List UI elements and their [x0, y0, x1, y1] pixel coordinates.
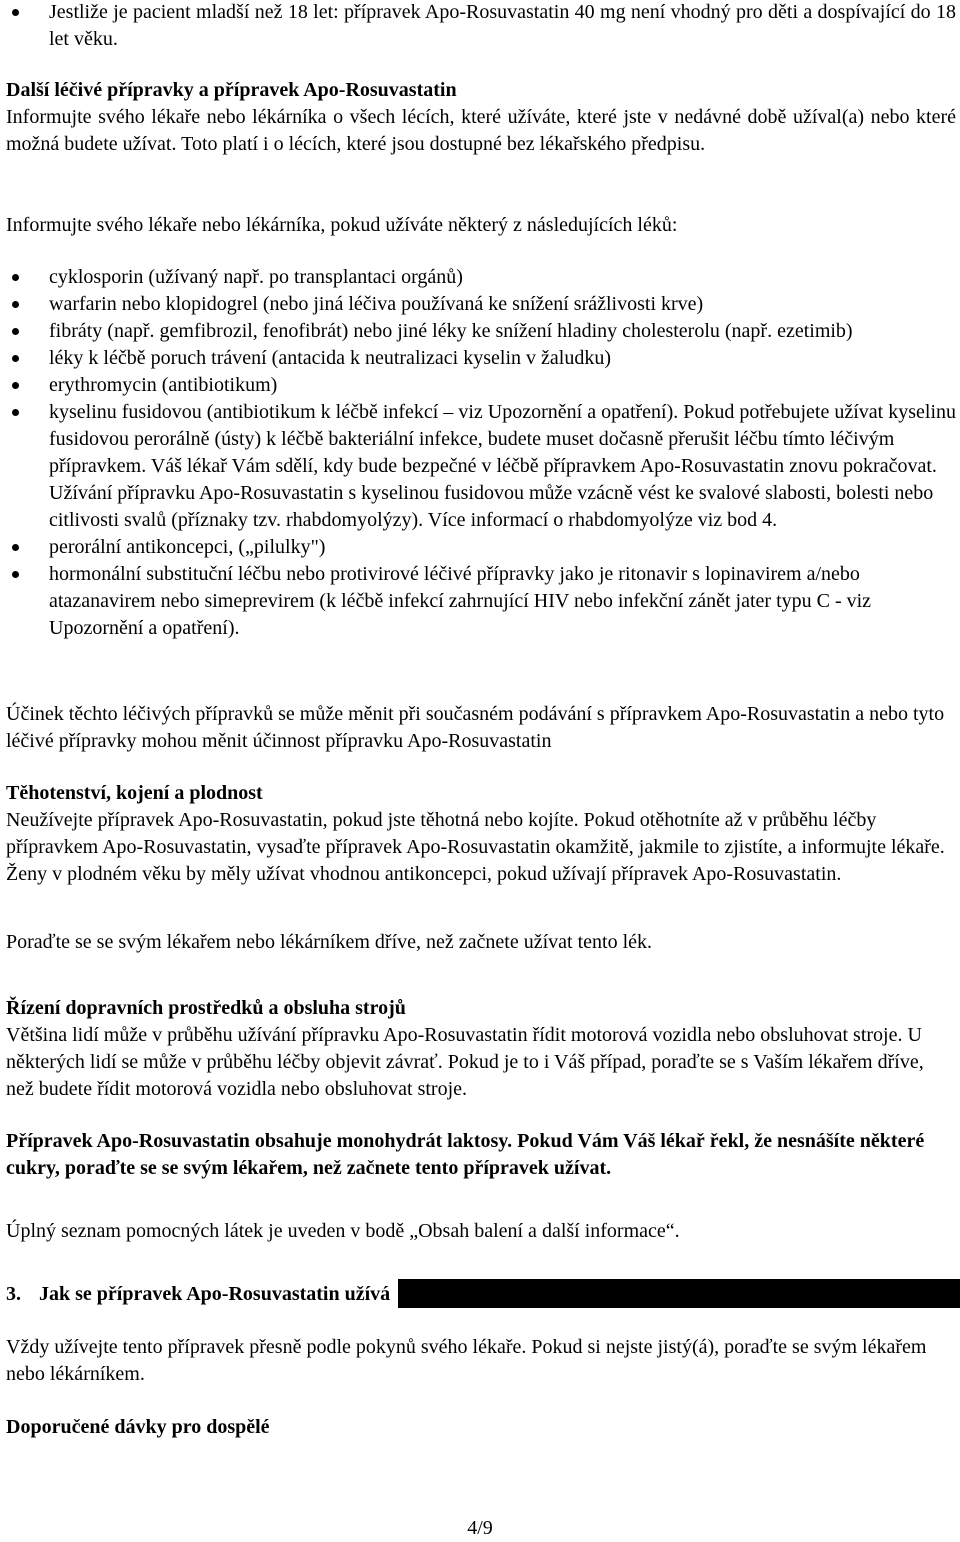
list-item-text: cyklosporin (užívaný např. po transplantaci orgánů) [49, 266, 463, 288]
list-item-text: warfarin nebo klopidogrel (nebo jiná léčiva používaná ke snížení srážlivosti krve) [49, 293, 704, 315]
list-item [6, 534, 956, 561]
list-item [6, 345, 956, 372]
pregnancy-section [6, 780, 956, 888]
list-item [6, 372, 956, 399]
bullet-icon [12, 544, 19, 551]
intro-bullet-text: Jestliže je pacient mladší než 18 let: přípravek Apo-Rosuvastatin 40 mg není vhodný pro děti a dospívající do 18 let věku. [49, 1, 956, 50]
bullet-icon [12, 571, 19, 578]
bullet-icon [12, 382, 19, 389]
bullet-icon [12, 328, 19, 335]
section-3-subheading: Doporučené dávky pro dospělé [6, 1416, 270, 1438]
list-item-text: léky k léčbě poruch trávení (antacida k neutralizaci kyselin v žaludku) [49, 347, 611, 369]
bullet-icon [12, 355, 19, 362]
pregnancy-advice: Poraďte se se svým lékařem nebo lékárníkem dříve, než začnete užívat tento lék. [6, 931, 653, 953]
list-item [6, 264, 956, 291]
lactose-warning: Přípravek Apo-Rosuvastatin obsahuje monohydrát laktosy. Pokud Vám Váš lékař řekl, že nesnášíte některé cukry, poraďte se se svým lékařem, než začnete tento přípravek užívat. [6, 1130, 925, 1179]
list-item-text: kyselinu fusidovou (antibiotikum k léčbě infekcí – viz Upozornění a opatření). Pokud potřebujete užívat kyselinu fusidovou perorálně (ústy) k léčbě bakteriální infekce, budete muset dočasně přerušit léčbu tímto léčivým přípravkem. Váš lékař Vám sdělí, kdy bude bezpečné v léčbě přípravkem Apo-Rosuvastatin znovu pokračovat. Užívání přípravku Apo-Rosuvastatin s kyselinou fusidovou může vzácně vést ke svalové slabosti, bolesti nebo citlivosti svalů (příznaky tzv. rhabdomyolýzy). Více informací o rhabdomyolýze viz bod 4. [49, 401, 957, 531]
pregnancy-heading: Těhotenství, kojení a plodnost [6, 782, 263, 804]
list-item-text: erythromycin (antibiotikum) [49, 374, 278, 396]
list-item [6, 399, 956, 534]
bullet-icon [12, 409, 19, 416]
excipients-note: Úplný seznam pomocných látek je uveden v bodě „Obsah balení a další informace“. [6, 1220, 680, 1242]
section-3-header [0, 1279, 960, 1308]
list-item [6, 318, 956, 345]
medicines-list-intro: Informujte svého lékaře nebo lékárníka, pokud užíváte některý z následujících léků: [6, 214, 678, 236]
section-3-title-box [0, 1279, 398, 1308]
other-medicines-heading: Další léčivé přípravky a přípravek Apo-Rosuvastatin [6, 79, 457, 101]
list-item-text: fibráty (např. gemfibrozil, fenofibrát) nebo jiné léky ke snížení hladiny cholesterolu (např. ezetimib) [49, 320, 853, 342]
driving-section [6, 995, 956, 1103]
section-3-title: Jak se přípravek Apo-Rosuvastatin užívá [39, 1280, 390, 1308]
section-3-paragraph: Vždy užívejte tento přípravek přesně podle pokynů svého lékaře. Pokud si nejste jistý(á), poraďte se svým lékařem nebo lékárníkem. [6, 1336, 927, 1385]
bullet-icon [12, 9, 19, 16]
bullet-icon [12, 301, 19, 308]
list-item [6, 561, 956, 642]
other-medicines-section [6, 77, 956, 158]
driving-heading: Řízení dopravních prostředků a obsluha strojů [6, 997, 406, 1019]
page-number: 4/9 [467, 1517, 493, 1539]
driving-paragraph: Většina lidí může v průběhu užívání přípravku Apo-Rosuvastatin řídit motorová vozidla nebo obsluhovat stroje. U některých lidí se může v průběhu léčby objevit závrať. Pokud je to i Váš případ, poraďte se s Vaším lékařem dříve, než budete řídit motorová vozidla nebo obsluhovat stroje. [6, 1024, 924, 1100]
section-3-number: 3. [6, 1280, 21, 1308]
other-medicines-paragraph: Informujte svého lékaře nebo lékárníka o všech lécích, které užíváte, které jste v nedávné době užíval(a) nebo které možná budete užívat. Toto platí i o lécích, které jsou dostupné bez lékařského předpisu. [6, 106, 956, 155]
bullet-icon [12, 274, 19, 281]
effect-note: Účinek těchto léčivých přípravků se může měnit při současném podávání s přípravkem Apo-Rosuvastatin a nebo tyto léčivé přípravky mohou měnit účinnost přípravku Apo-Rosuvastatin [6, 703, 945, 752]
list-item-text: perorální antikoncepci, („pilulky") [49, 536, 326, 558]
list-item [6, 0, 956, 53]
medicines-list [6, 264, 956, 642]
list-item-text: hormonální substituční léčbu nebo protivirové léčivé přípravky jako je ritonavir s lopinavirem a/nebo atazanavirem nebo simeprevirem (k léčbě infekcí zahrnující HIV nebo infekční zánět jater typu C - viz Upozornění a opatření). [49, 563, 872, 639]
pregnancy-paragraph: Neužívejte přípravek Apo-Rosuvastatin, pokud jste těhotná nebo kojíte. Pokud otěhotníte až v průběhu léčby přípravkem Apo-Rosuvastatin, vysaďte přípravek Apo-Rosuvastatin okamžitě, jakmile to zjistíte, a informujte lékaře. Ženy v plodném věku by měly užívat vhodnou antikoncepci, pokud užívají přípravek Apo-Rosuvastatin. [6, 809, 945, 885]
list-item [6, 291, 956, 318]
intro-bullet-list [6, 0, 956, 53]
